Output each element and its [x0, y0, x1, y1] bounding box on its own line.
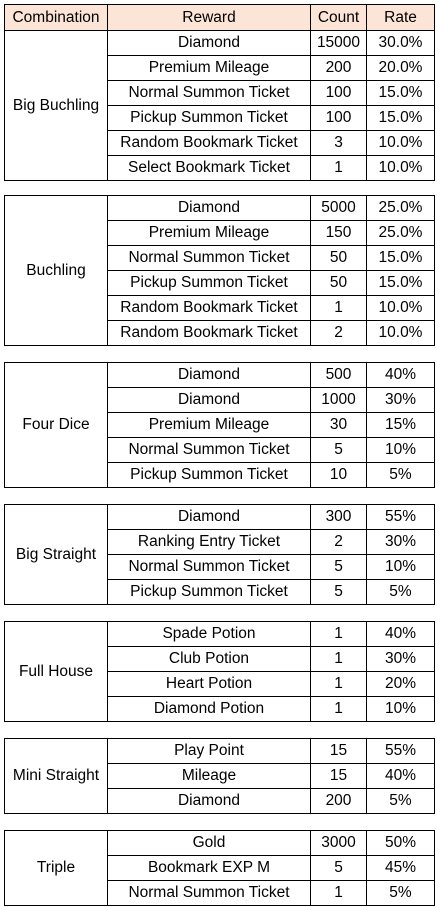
count-cell: 200: [311, 56, 367, 81]
reward-cell: Mileage: [108, 764, 311, 789]
combination-cell: Full House: [5, 622, 108, 722]
table-row: [5, 622, 435, 647]
rate-cell: 55%: [367, 505, 435, 530]
reward-table-mini-straight: [4, 738, 435, 814]
count-cell: 1: [311, 647, 367, 672]
header-rate: Rate: [367, 5, 435, 31]
count-cell: 300: [311, 505, 367, 530]
rate-cell: 10%: [367, 697, 435, 722]
count-cell: 3: [311, 131, 367, 156]
table-row: [5, 363, 435, 388]
rate-cell: 15.0%: [367, 81, 435, 106]
reward-cell: Diamond: [108, 505, 311, 530]
rate-cell: 5%: [367, 463, 435, 488]
reward-cell: Pickup Summon Ticket: [108, 271, 311, 296]
rate-cell: 5%: [367, 580, 435, 605]
table-row: [5, 31, 435, 56]
rate-cell: 15%: [367, 413, 435, 438]
count-cell: 1: [311, 697, 367, 722]
rate-cell: 30%: [367, 647, 435, 672]
reward-cell: Random Bookmark Ticket: [108, 321, 311, 346]
reward-cell: Spade Potion: [108, 622, 311, 647]
table-row: [5, 739, 435, 764]
count-cell: 2: [311, 530, 367, 555]
count-cell: 1: [311, 296, 367, 321]
reward-table-big-buchling: [4, 4, 435, 181]
rate-cell: 25.0%: [367, 221, 435, 246]
rate-cell: 10.0%: [367, 296, 435, 321]
reward-table-four-dice: [4, 362, 435, 488]
reward-tables: [4, 4, 434, 906]
reward-cell: Club Potion: [108, 647, 311, 672]
count-cell: 1: [311, 672, 367, 697]
combination-cell: Mini Straight: [5, 739, 108, 814]
combination-cell: Four Dice: [5, 363, 108, 488]
rate-cell: 20%: [367, 672, 435, 697]
count-cell: 10: [311, 463, 367, 488]
table-row: [5, 196, 435, 221]
count-cell: 30: [311, 413, 367, 438]
rate-cell: 5%: [367, 789, 435, 814]
count-cell: 15000: [311, 31, 367, 56]
reward-cell: Normal Summon Ticket: [108, 81, 311, 106]
reward-cell: Diamond: [108, 363, 311, 388]
rate-cell: 20.0%: [367, 56, 435, 81]
reward-cell: Select Bookmark Ticket: [108, 156, 311, 181]
reward-cell: Pickup Summon Ticket: [108, 106, 311, 131]
combination-cell: Big Buchling: [5, 31, 108, 181]
rate-cell: 10.0%: [367, 321, 435, 346]
reward-cell: Diamond: [108, 31, 311, 56]
reward-cell: Premium Mileage: [108, 221, 311, 246]
reward-cell: Normal Summon Ticket: [108, 881, 311, 906]
rate-cell: 25.0%: [367, 196, 435, 221]
rate-cell: 10.0%: [367, 131, 435, 156]
header-count: Count: [311, 5, 367, 31]
header-reward: Reward: [108, 5, 311, 31]
count-cell: 3000: [311, 831, 367, 856]
count-cell: 1: [311, 156, 367, 181]
reward-table-full-house: [4, 621, 435, 722]
count-cell: 15: [311, 739, 367, 764]
rate-cell: 10%: [367, 438, 435, 463]
count-cell: 5000: [311, 196, 367, 221]
rate-cell: 10%: [367, 555, 435, 580]
count-cell: 5: [311, 555, 367, 580]
count-cell: 15: [311, 764, 367, 789]
reward-cell: Premium Mileage: [108, 56, 311, 81]
table-row: [5, 831, 435, 856]
count-cell: 5: [311, 438, 367, 463]
reward-cell: Heart Potion: [108, 672, 311, 697]
reward-cell: Bookmark EXP M: [108, 856, 311, 881]
count-cell: 200: [311, 789, 367, 814]
rate-cell: 15.0%: [367, 271, 435, 296]
reward-cell: Normal Summon Ticket: [108, 555, 311, 580]
header-combination: Combination: [5, 5, 108, 31]
count-cell: 50: [311, 246, 367, 271]
rate-cell: 15.0%: [367, 106, 435, 131]
reward-cell: Pickup Summon Ticket: [108, 580, 311, 605]
count-cell: 100: [311, 106, 367, 131]
reward-cell: Diamond: [108, 196, 311, 221]
rate-cell: 30%: [367, 530, 435, 555]
reward-cell: Play Point: [108, 739, 311, 764]
rate-cell: 10.0%: [367, 156, 435, 181]
reward-cell: Diamond Potion: [108, 697, 311, 722]
header-row: [5, 5, 435, 31]
rate-cell: 15.0%: [367, 246, 435, 271]
count-cell: 5: [311, 856, 367, 881]
rate-cell: 40%: [367, 622, 435, 647]
count-cell: 1: [311, 881, 367, 906]
combination-cell: Triple: [5, 831, 108, 906]
reward-cell: Diamond: [108, 388, 311, 413]
reward-cell: Normal Summon Ticket: [108, 438, 311, 463]
reward-cell: Normal Summon Ticket: [108, 246, 311, 271]
count-cell: 5: [311, 580, 367, 605]
reward-cell: Ranking Entry Ticket: [108, 530, 311, 555]
reward-table-triple: [4, 830, 435, 906]
reward-cell: Pickup Summon Ticket: [108, 463, 311, 488]
reward-cell: Random Bookmark Ticket: [108, 131, 311, 156]
reward-cell: Premium Mileage: [108, 413, 311, 438]
rate-cell: 5%: [367, 881, 435, 906]
rate-cell: 30.0%: [367, 31, 435, 56]
combination-cell: Buchling: [5, 196, 108, 346]
rate-cell: 40%: [367, 764, 435, 789]
reward-cell: Diamond: [108, 789, 311, 814]
combination-cell: Big Straight: [5, 505, 108, 605]
count-cell: 150: [311, 221, 367, 246]
count-cell: 2: [311, 321, 367, 346]
reward-cell: Random Bookmark Ticket: [108, 296, 311, 321]
rate-cell: 30%: [367, 388, 435, 413]
rate-cell: 40%: [367, 363, 435, 388]
rate-cell: 50%: [367, 831, 435, 856]
rate-cell: 55%: [367, 739, 435, 764]
rate-cell: 45%: [367, 856, 435, 881]
count-cell: 100: [311, 81, 367, 106]
count-cell: 1000: [311, 388, 367, 413]
reward-cell: Gold: [108, 831, 311, 856]
reward-table-big-straight: [4, 504, 435, 605]
count-cell: 1: [311, 622, 367, 647]
table-row: [5, 505, 435, 530]
count-cell: 50: [311, 271, 367, 296]
reward-table-buchling: [4, 195, 435, 346]
count-cell: 500: [311, 363, 367, 388]
